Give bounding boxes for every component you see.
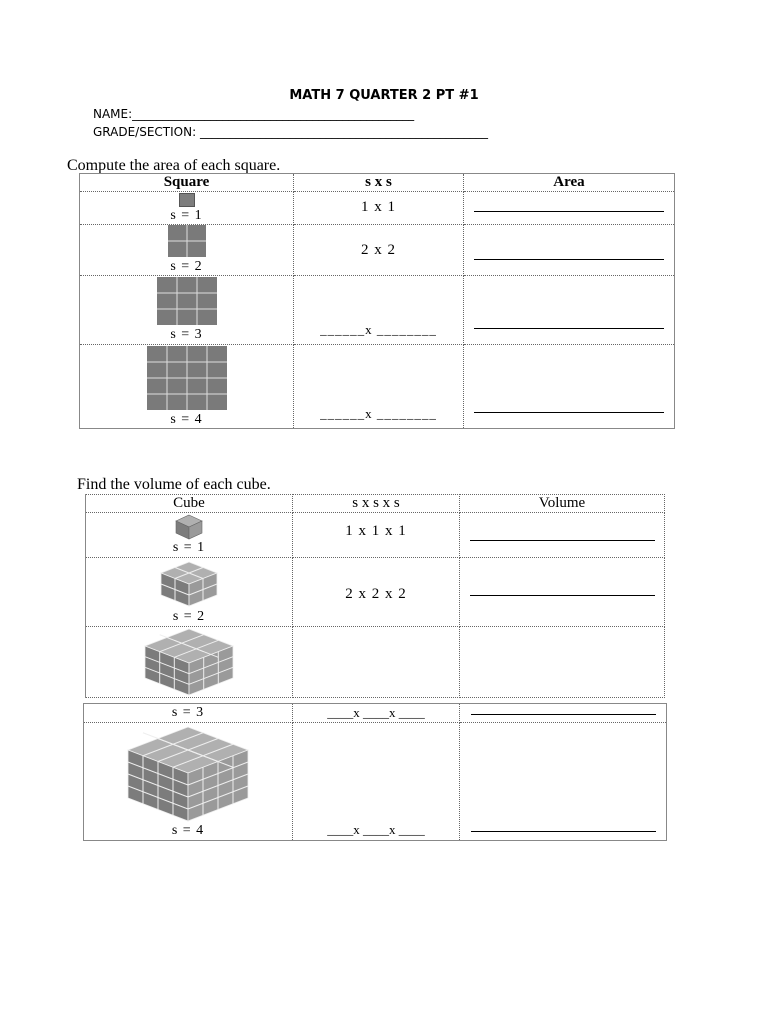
volume-row-3-image [86,627,665,698]
area-row-4 [80,345,675,429]
side-label: s = 3 [84,704,293,723]
volume-row-3 [84,704,667,723]
volume-heading: Find the volume of each cube. [77,476,271,493]
cube-3-icon [143,627,235,697]
area-row-3 [80,276,675,345]
square-1x1-icon [179,193,195,207]
square-2x2-icon [168,225,206,257]
grade-section-field[interactable]: GRADE/SECTION: ________________________________________________ [93,125,488,139]
expression: 1 x 1 x 1 [345,523,407,539]
area-table [79,173,675,429]
volume-row-2 [86,558,665,627]
col-square: Square [80,174,294,192]
expression: 2 x 2 x 2 [345,586,407,602]
col-area: Area [464,174,675,192]
area-row-2 [80,225,675,276]
col-sxs: s x s [294,174,464,192]
volume-answer-3[interactable] [471,714,656,715]
col-sxsxs: s x s x s [293,495,460,513]
volume-answer-1[interactable] [470,540,655,541]
page-title: MATH 7 QUARTER 2 PT #1 [289,88,479,103]
col-cube: Cube [86,495,293,513]
cube-1-icon [174,514,204,540]
square-4x4-icon [147,346,227,410]
expression[interactable]: ______x ________ [320,322,437,337]
expression: 2 x 2 [361,242,396,258]
volume-row-4 [84,723,667,841]
expression[interactable]: ______x ________ [320,406,437,421]
side-label: s = 2 [172,608,206,624]
cube-4-icon [126,725,250,823]
side-label: s = 1 [172,540,206,555]
volume-table-top [85,494,665,698]
cube-2-icon [159,560,219,608]
side-label: s = 4 [170,411,203,427]
volume-answer-2[interactable] [470,595,655,596]
area-answer-2[interactable] [474,259,664,260]
area-answer-4[interactable] [474,412,664,413]
expression[interactable]: ____x ____x ____ [293,704,460,723]
col-volume: Volume [460,495,665,513]
square-3x3-icon [157,277,217,325]
side-label: s = 4 [171,823,205,838]
side-label: s = 2 [170,259,203,274]
volume-answer-4[interactable] [471,831,656,832]
area-heading: Compute the area of each square. [67,157,281,174]
area-answer-3[interactable] [474,328,664,329]
name-field[interactable]: NAME:_______________________________________________ [93,107,415,121]
volume-row-1 [86,513,665,558]
side-label: s = 3 [170,327,203,342]
area-answer-1[interactable] [474,211,664,212]
volume-table-bottom [83,703,667,841]
area-row-1 [80,192,675,225]
side-label: s = 1 [170,207,203,223]
expression: 1 x 1 [361,199,396,215]
expression[interactable]: ____x ____x ____ [327,822,425,837]
